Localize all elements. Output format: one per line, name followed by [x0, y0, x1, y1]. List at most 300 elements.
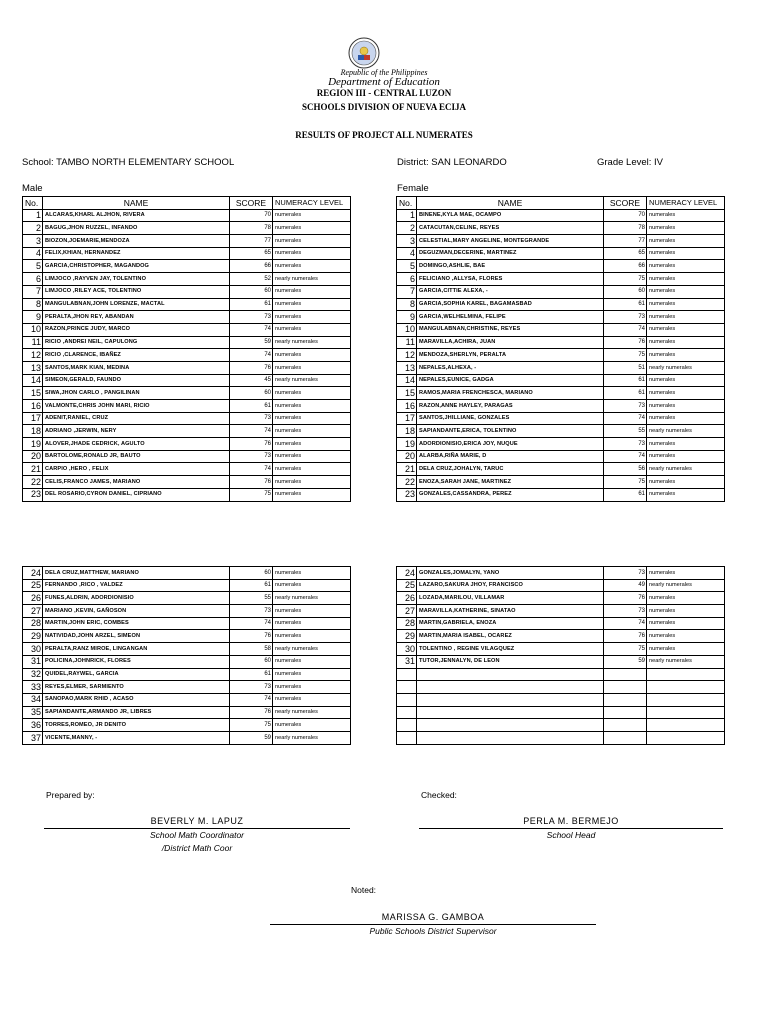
student-name: MARAVILLA,ACHIRA, JUAN — [417, 336, 604, 349]
numeracy-level: numerales — [273, 617, 351, 630]
student-name: MENDOZA,SHERLYN, PERALTA — [417, 349, 604, 362]
student-score: 74 — [230, 349, 273, 362]
numeracy-level: numerales — [647, 298, 725, 311]
table-row — [397, 476, 725, 489]
row-number: 4 — [397, 247, 417, 260]
student-name: GARCIA,SOPHIA KAREL, BAGAMASBAD — [417, 298, 604, 311]
student-score: 75 — [604, 476, 647, 489]
table-row — [23, 605, 351, 618]
prepared-by-role: School Math Coordinator — [149, 830, 245, 840]
student-name: LIMJOCO ,RAYVEN JAY, TOLENTINO — [43, 273, 230, 286]
row-number: 33 — [23, 681, 43, 694]
col-name-header: NAME — [417, 197, 604, 210]
student-name: RICIO ,CLARENCE, IBAÑEZ — [43, 349, 230, 362]
student-name — [417, 668, 604, 681]
numeracy-level: numerales — [273, 450, 351, 463]
report-title: RESULTS OF PROJECT ALL NUMERATES — [295, 130, 473, 140]
student-score: 73 — [230, 450, 273, 463]
student-score: 61 — [230, 668, 273, 681]
row-number — [397, 693, 417, 706]
row-number: 18 — [397, 425, 417, 438]
numeracy-level: nearly numerales — [647, 361, 725, 374]
student-score: 76 — [604, 336, 647, 349]
row-number: 5 — [397, 260, 417, 273]
student-name: FERNANDO ,RICO , VALDEZ — [43, 579, 230, 592]
table-row — [23, 693, 351, 706]
table-row — [23, 681, 351, 694]
row-number: 10 — [397, 323, 417, 336]
row-number: 15 — [23, 387, 43, 400]
row-number: 6 — [397, 273, 417, 286]
numeracy-level: numerales — [273, 412, 351, 425]
table-row — [397, 336, 725, 349]
row-number: 13 — [397, 361, 417, 374]
row-number: 18 — [23, 425, 43, 438]
numeracy-level: numerales — [647, 311, 725, 324]
row-number: 5 — [23, 260, 43, 273]
student-score: 73 — [604, 438, 647, 451]
row-number: 29 — [23, 630, 43, 643]
table-row — [23, 222, 351, 235]
row-number — [397, 731, 417, 744]
student-name: DEGUZMAN,DECERINE, MARTINEZ — [417, 247, 604, 260]
table-row — [397, 273, 725, 286]
numeracy-level: numerales — [273, 361, 351, 374]
table-row — [397, 693, 725, 706]
student-score: 74 — [604, 323, 647, 336]
numeracy-level: numerales — [273, 349, 351, 362]
student-score: 74 — [230, 463, 273, 476]
row-number: 9 — [23, 311, 43, 324]
numeracy-level: numerales — [647, 643, 725, 656]
student-name: MANGULABNAN,JOHN LORENZE, MACTAL — [43, 298, 230, 311]
numeracy-level: numerales — [273, 605, 351, 618]
student-name: CELIS,FRANCO JAMES, MARIANO — [43, 476, 230, 489]
student-name: GARCIA,CHRISTOPHER, MAGANDOG — [43, 260, 230, 273]
table-row — [397, 668, 725, 681]
numeracy-level: nearly numerales — [647, 579, 725, 592]
student-score: 73 — [230, 605, 273, 618]
table-row — [23, 361, 351, 374]
noted-signature-line — [270, 924, 596, 925]
row-number: 19 — [397, 438, 417, 451]
row-number: 11 — [23, 336, 43, 349]
numeracy-level: numerales — [273, 719, 351, 732]
student-name: SANOPAO,MARK RHID , ACASO — [43, 693, 230, 706]
student-score: 59 — [604, 655, 647, 668]
student-name: MANGULABNAN,CHRISTINE, REYES — [417, 323, 604, 336]
row-number: 16 — [23, 400, 43, 413]
student-name: BARTOLOME,RONALD JR, BAUTO — [43, 450, 230, 463]
numeracy-level: numerales — [273, 668, 351, 681]
student-score: 73 — [604, 311, 647, 324]
table-row — [397, 400, 725, 413]
student-name — [417, 731, 604, 744]
prepared-by-role-2: /District Math Coor — [161, 843, 233, 853]
student-name: DELA CRUZ,JOHALYN, TARUC — [417, 463, 604, 476]
table-row — [397, 412, 725, 425]
student-score: 52 — [230, 273, 273, 286]
table-row — [23, 273, 351, 286]
table-row — [23, 400, 351, 413]
student-score: 61 — [230, 298, 273, 311]
table-row — [397, 579, 725, 592]
student-score: 45 — [230, 374, 273, 387]
student-score: 76 — [230, 476, 273, 489]
row-number: 27 — [23, 605, 43, 618]
row-number: 24 — [397, 567, 417, 580]
row-number: 23 — [23, 488, 43, 501]
student-score: 65 — [230, 247, 273, 260]
student-name: DOMINGO,ASHLIE, BAE — [417, 260, 604, 273]
numeracy-level: numerales — [273, 235, 351, 248]
numeracy-level: numerales — [273, 387, 351, 400]
student-name: ALCARAS,KHARL ALJHON, RIVERA — [43, 209, 230, 222]
male-results-table-continued — [22, 566, 351, 745]
col-score-header: SCORE — [230, 197, 273, 210]
table-row — [23, 463, 351, 476]
student-score: 77 — [230, 235, 273, 248]
student-score: 77 — [604, 235, 647, 248]
student-name: ALARBA,RIÑA MARIE, D — [417, 450, 604, 463]
col-name-header: NAME — [43, 197, 230, 210]
row-number: 32 — [23, 668, 43, 681]
table-row — [397, 438, 725, 451]
row-number: 22 — [397, 476, 417, 489]
male-label: Male — [22, 183, 43, 194]
table-row — [23, 567, 351, 580]
row-number: 1 — [23, 209, 43, 222]
row-number: 10 — [23, 323, 43, 336]
student-score: 74 — [604, 450, 647, 463]
table-row — [397, 285, 725, 298]
student-name — [417, 693, 604, 706]
table-row — [23, 298, 351, 311]
table-row — [397, 643, 725, 656]
row-number: 20 — [397, 450, 417, 463]
student-name: GARCIA,CITTIE ALEXA, - — [417, 285, 604, 298]
numeracy-level: numerales — [273, 285, 351, 298]
numeracy-level: numerales — [647, 592, 725, 605]
numeracy-level — [647, 668, 725, 681]
row-number: 14 — [23, 374, 43, 387]
student-name: ADENIT,RANIEL, CRUZ — [43, 412, 230, 425]
student-name: REYES,ELMER, SARMIENTO — [43, 681, 230, 694]
student-score: 66 — [604, 260, 647, 273]
col-no-header: No. — [397, 197, 417, 210]
student-name: RAZON,ANNE HAYLEY, PARAGAS — [417, 400, 604, 413]
student-score: 75 — [230, 719, 273, 732]
student-score: 59 — [230, 336, 273, 349]
grade-level: Grade Level: IV — [597, 157, 664, 168]
student-name: SAPIANDANTE,ARMANDO JR, LIBRES — [43, 706, 230, 719]
checked-signature-line — [419, 828, 723, 829]
table-row — [23, 579, 351, 592]
student-score — [604, 731, 647, 744]
student-name: CARPIO ,HERO , FELIX — [43, 463, 230, 476]
row-number: 4 — [23, 247, 43, 260]
numeracy-level: numerales — [647, 323, 725, 336]
row-number: 26 — [23, 592, 43, 605]
student-name: DEL ROSARIO,CYRON DANIEL, CIPRIANO — [43, 488, 230, 501]
numeracy-level: numerales — [647, 438, 725, 451]
student-score: 74 — [230, 323, 273, 336]
numeracy-level: numerales — [273, 579, 351, 592]
student-score: 61 — [604, 387, 647, 400]
table-row — [23, 488, 351, 501]
table-row — [23, 425, 351, 438]
student-score: 66 — [230, 260, 273, 273]
table-row — [397, 567, 725, 580]
student-name: QUIDEL,RAYWEL, GARCIA — [43, 668, 230, 681]
student-score: 75 — [604, 643, 647, 656]
numeracy-level: numerales — [273, 298, 351, 311]
table-row — [23, 592, 351, 605]
row-number — [397, 681, 417, 694]
row-number: 30 — [397, 643, 417, 656]
row-number: 30 — [23, 643, 43, 656]
table-row — [23, 349, 351, 362]
row-number: 21 — [397, 463, 417, 476]
numeracy-level: numerales — [647, 247, 725, 260]
female-label: Female — [397, 183, 429, 194]
numeracy-level: numerales — [647, 285, 725, 298]
numeracy-level: numerales — [273, 323, 351, 336]
row-number: 8 — [397, 298, 417, 311]
numeracy-level: nearly numerales — [273, 336, 351, 349]
table-row — [397, 617, 725, 630]
numeracy-level — [647, 706, 725, 719]
checked-label: Checked: — [421, 790, 457, 800]
student-score: 59 — [230, 731, 273, 744]
table-row — [397, 361, 725, 374]
student-name: LOZADA,MARILOU, VILLAMAR — [417, 592, 604, 605]
student-name: MARAVILLA,KATHERINE, SINATAO — [417, 605, 604, 618]
student-name: FELICIANO ,ALLYSA, FLORES — [417, 273, 604, 286]
table-row — [397, 311, 725, 324]
row-number: 23 — [397, 488, 417, 501]
student-score — [604, 693, 647, 706]
row-number: 20 — [23, 450, 43, 463]
student-score: 74 — [230, 425, 273, 438]
student-name: RICIO ,ANDREI NEIL, CAPULONG — [43, 336, 230, 349]
prepared-by-name: BEVERLY M. LAPUZ — [150, 816, 244, 826]
numeracy-level: numerales — [273, 222, 351, 235]
row-number: 22 — [23, 476, 43, 489]
table-row — [397, 706, 725, 719]
numeracy-level: nearly numerales — [273, 706, 351, 719]
table-row — [23, 235, 351, 248]
numeracy-level: numerales — [647, 617, 725, 630]
student-score: 76 — [604, 630, 647, 643]
table-row — [397, 222, 725, 235]
numeracy-level: numerales — [647, 349, 725, 362]
student-name: MARTIN,GABRIELA, ENOZA — [417, 617, 604, 630]
student-score: 73 — [230, 412, 273, 425]
deped-seal-icon — [348, 37, 380, 69]
table-row — [23, 285, 351, 298]
student-name: LAZARO,SAKURA JHOY, FRANCISCO — [417, 579, 604, 592]
table-row — [23, 387, 351, 400]
student-name — [417, 719, 604, 732]
row-number: 19 — [23, 438, 43, 451]
table-row — [397, 630, 725, 643]
student-score: 60 — [604, 285, 647, 298]
student-name: ADRIANO ,JERWIN, NERY — [43, 425, 230, 438]
row-number: 2 — [397, 222, 417, 235]
numeracy-level: numerales — [273, 693, 351, 706]
student-name: SIMEON,GERALD, FAUNDO — [43, 374, 230, 387]
student-score: 73 — [604, 400, 647, 413]
student-name: SAPIANDANTE,ERICA, TOLENTINO — [417, 425, 604, 438]
student-name: SIWA,JHON CARLO , PANGILINAN — [43, 387, 230, 400]
prepared-signature-line — [44, 828, 350, 829]
numeracy-level: numerales — [647, 630, 725, 643]
noted-by-role: Public Schools District Supervisor — [369, 926, 497, 936]
student-score: 60 — [230, 567, 273, 580]
row-number: 31 — [23, 655, 43, 668]
student-score: 74 — [230, 617, 273, 630]
table-row — [397, 488, 725, 501]
student-score: 73 — [230, 681, 273, 694]
row-number: 31 — [397, 655, 417, 668]
student-name: BIOZON,JOEMARIE,MENDOZA — [43, 235, 230, 248]
numeracy-level: numerales — [647, 450, 725, 463]
numeracy-level: numerales — [273, 209, 351, 222]
numeracy-level: numerales — [647, 260, 725, 273]
student-score: 58 — [230, 643, 273, 656]
numeracy-level: nearly numerales — [273, 273, 351, 286]
row-number: 25 — [23, 579, 43, 592]
row-number: 24 — [23, 567, 43, 580]
row-number: 2 — [23, 222, 43, 235]
numeracy-level: numerales — [273, 655, 351, 668]
student-name: BINENE,KYLA MAE, OCAMPO — [417, 209, 604, 222]
numeracy-level: numerales — [273, 488, 351, 501]
prepared-by-label: Prepared by: — [46, 790, 95, 800]
numeracy-level — [647, 719, 725, 732]
table-row — [397, 209, 725, 222]
table-row — [397, 298, 725, 311]
student-name: SANTOS,MARK KIAN, MEDINA — [43, 361, 230, 374]
numeracy-level: numerales — [647, 567, 725, 580]
student-score: 51 — [604, 361, 647, 374]
table-row — [397, 655, 725, 668]
table-row — [23, 247, 351, 260]
numeracy-level: numerales — [647, 273, 725, 286]
student-name: FUNES,ALDRIN, ADORDIONISIO — [43, 592, 230, 605]
student-score: 76 — [230, 630, 273, 643]
numeracy-level: numerales — [647, 387, 725, 400]
table-row — [23, 374, 351, 387]
student-name: MARIANO ,KEVIN, GAÑOSON — [43, 605, 230, 618]
numeracy-level: nearly numerales — [273, 731, 351, 744]
student-name: VICENTE,MANNY, - — [43, 731, 230, 744]
student-name: POLICINA,JOHNRICK, FLORES — [43, 655, 230, 668]
table-header-row — [397, 197, 725, 210]
table-row — [23, 260, 351, 273]
student-score: 61 — [604, 374, 647, 387]
row-number: 7 — [23, 285, 43, 298]
numeracy-level: numerales — [273, 681, 351, 694]
row-number: 21 — [23, 463, 43, 476]
student-score — [604, 706, 647, 719]
student-name: BAGUG,JHON RUZZEL, INFANDO — [43, 222, 230, 235]
numeracy-level: numerales — [647, 476, 725, 489]
col-level-header: NUMERACY LEVEL — [273, 197, 351, 210]
table-row — [397, 681, 725, 694]
row-number: 28 — [23, 617, 43, 630]
numeracy-level: nearly numerales — [273, 592, 351, 605]
row-number — [397, 706, 417, 719]
numeracy-level: numerales — [647, 209, 725, 222]
row-number: 28 — [397, 617, 417, 630]
table-row — [23, 668, 351, 681]
student-name: SANTOS,JHILLIANE, GONZALES — [417, 412, 604, 425]
district-name: District: SAN LEONARDO — [397, 157, 507, 168]
student-score: 74 — [230, 693, 273, 706]
table-header-row — [23, 197, 351, 210]
numeracy-level: numerales — [273, 260, 351, 273]
numeracy-level — [647, 681, 725, 694]
student-name: TUTOR,JENNALYN, DE LEON — [417, 655, 604, 668]
student-name: PERALTA,RANZ MIROE, LINGANGAN — [43, 643, 230, 656]
student-score: 60 — [230, 655, 273, 668]
student-name: RAZON,PRINCE JUDY, MARCO — [43, 323, 230, 336]
student-score: 76 — [604, 592, 647, 605]
student-score: 73 — [604, 605, 647, 618]
table-row — [23, 719, 351, 732]
row-number — [397, 719, 417, 732]
student-score: 78 — [604, 222, 647, 235]
student-name: ADORDIONISIO,ERICA JOY, NUQUE — [417, 438, 604, 451]
table-row — [397, 450, 725, 463]
numeracy-level: nearly numerales — [647, 463, 725, 476]
numeracy-level: numerales — [273, 311, 351, 324]
noted-by-name: MARISSA G. GAMBOA — [381, 912, 485, 922]
row-number: 34 — [23, 693, 43, 706]
table-row — [397, 719, 725, 732]
student-score: 75 — [604, 273, 647, 286]
student-score: 70 — [604, 209, 647, 222]
table-row — [397, 463, 725, 476]
student-score: 49 — [604, 579, 647, 592]
student-name: NEPALES,ALHEXA, - — [417, 361, 604, 374]
row-number: 8 — [23, 298, 43, 311]
student-score: 76 — [230, 361, 273, 374]
school-name: School: TAMBO NORTH ELEMENTARY SCHOOL — [22, 157, 235, 168]
student-score: 75 — [230, 488, 273, 501]
student-name: RAMOS,MARIA FRENCHESCA, MARIANO — [417, 387, 604, 400]
numeracy-level: numerales — [273, 425, 351, 438]
noted-label: Noted: — [351, 885, 377, 895]
row-number: 37 — [23, 731, 43, 744]
table-row — [23, 731, 351, 744]
student-name: LIMJOCO ,RILEY ACE, TOLENTINO — [43, 285, 230, 298]
numeracy-level: nearly numerales — [273, 374, 351, 387]
table-row — [397, 605, 725, 618]
student-score: 70 — [230, 209, 273, 222]
region-line: REGION III - CENTRAL LUZON — [316, 88, 452, 98]
row-number: 12 — [23, 349, 43, 362]
student-score: 60 — [230, 285, 273, 298]
student-score: 78 — [230, 222, 273, 235]
department-line: Department of Education — [328, 76, 440, 88]
student-score: 55 — [230, 592, 273, 605]
row-number: 35 — [23, 706, 43, 719]
female-results-table — [396, 196, 725, 502]
student-name: TOLENTINO , REGINE VILAGQUEZ — [417, 643, 604, 656]
